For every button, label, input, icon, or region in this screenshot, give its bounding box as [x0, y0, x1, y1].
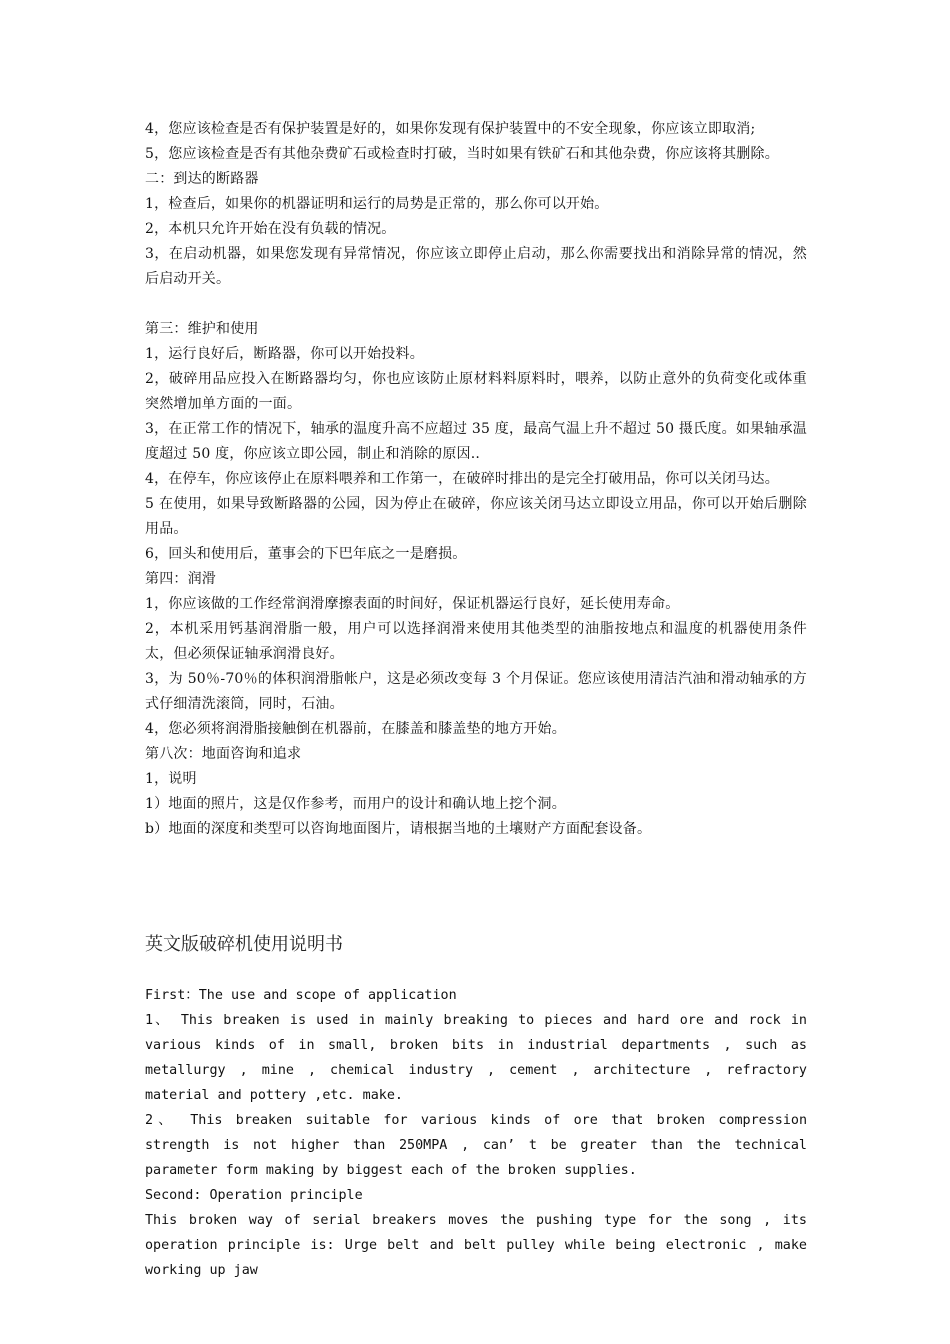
paragraph: 2，破碎用品应投入在断路器均匀，你也应该防止原材料料原料时，喂养，以防止意外的负荷变化或体重突然增加单方面的一面。: [145, 371, 807, 412]
paragraph: 1，你应该做的工作经常润滑摩擦表面的时间好，保证机器运行良好，延长使用寿命。: [145, 596, 680, 612]
paragraph: 2、 This breaken suitable for various kinds of ore that broken compression strength is not higher than 250MPA , can’ t be greater than the technical parameter form making by biggest each of the broken supplies.: [145, 1113, 807, 1178]
paragraph: 2，本机只允许开始在没有负载的情况。: [145, 221, 396, 237]
chinese-instructions: [145, 117, 807, 842]
paragraph: 1，说明: [145, 771, 197, 787]
paragraph: 4，您必须将润滑脂接触倒在机器前，在膝盖和膝盖垫的地方开始。: [145, 721, 566, 737]
section-heading: 二：到达的断路器: [145, 171, 259, 187]
paragraph: 1，检查后，如果你的机器证明和运行的局势是正常的，那么你可以开始。: [145, 196, 609, 212]
paragraph: 4，在停车，你应该停止在原料喂养和工作第一，在破碎时排出的是完全打破用品，你可以关闭马达。: [145, 471, 779, 487]
blank-line: [145, 292, 807, 317]
paragraph: 5，您应该检查是否有其他杂费矿石或检查时打破，当时如果有铁矿石和其他杂费，你应该将其删除。: [145, 146, 779, 162]
paragraph: 2，本机采用钙基润滑脂一般，用户可以选择润滑来使用其他类型的油脂按地点和温度的机器使用条件太，但必须保证轴承润滑良好。: [145, 621, 807, 662]
section-heading: First：The use and scope of application: [145, 988, 457, 1003]
paragraph: 5 在使用，如果导致断路器的公园，因为停止在破碎，你应该关闭马达立即设立用品，你可以开始后删除用品。: [145, 496, 807, 537]
english-version-title: 英文版破碎机使用说明书: [145, 934, 343, 955]
section-heading: 第四：润滑: [145, 571, 216, 587]
paragraph: 1）地面的照片，这是仅作参考，而用户的设计和确认地上挖个洞。: [145, 796, 566, 812]
paragraph: b）地面的深度和类型可以咨询地面图片，请根据当地的土壤财产方面配套设备。: [145, 821, 652, 837]
paragraph: 1、 This breaken is used in mainly breaking to pieces and hard ore and rock in various kinds of in small, broken bits in industrial departments , such as metallurgy , mine , chemical industry , cement , architecture , refractory material and pottery ,etc. make.: [145, 1013, 807, 1103]
section-heading: 第八次：地面咨询和追求: [145, 746, 302, 762]
paragraph: This broken way of serial breakers moves the pushing type for the song , its operation principle is: Urge belt and belt pulley while being electronic , make working up jaw: [145, 1213, 807, 1278]
section-heading: Second: Operation principle: [145, 1188, 363, 1203]
paragraph: 3，在启动机器，如果您发现有异常情况，你应该立即停止启动，那么你需要找出和消除异常的情况，然后启动开关。: [145, 246, 807, 287]
section-heading: 第三：维护和使用: [145, 321, 259, 337]
paragraph: 6，回头和使用后，董事会的下巴年底之一是磨损。: [145, 546, 467, 562]
paragraph: 3，为 50％-70％的体积润滑脂帐户，这是必须改变每 3 个月保证。您应该使用清洁汽油和滑动轴承的方式仔细清洗滚筒，同时，石油。: [145, 671, 807, 712]
paragraph: 3，在正常工作的情况下，轴承的温度升高不应超过 35 度，最高气温上升不超过 50 摄氏度。如果轴承温度超过 50 度，你应该立即公园，制止和消除的原因..: [145, 421, 807, 462]
paragraph: 1，运行良好后，断路器，你可以开始投料。: [145, 346, 424, 362]
english-instructions: [145, 983, 807, 1283]
paragraph: 4，您应该检查是否有保护装置是好的，如果你发现有保护装置中的不安全现象，你应该立即取消;: [145, 121, 756, 137]
